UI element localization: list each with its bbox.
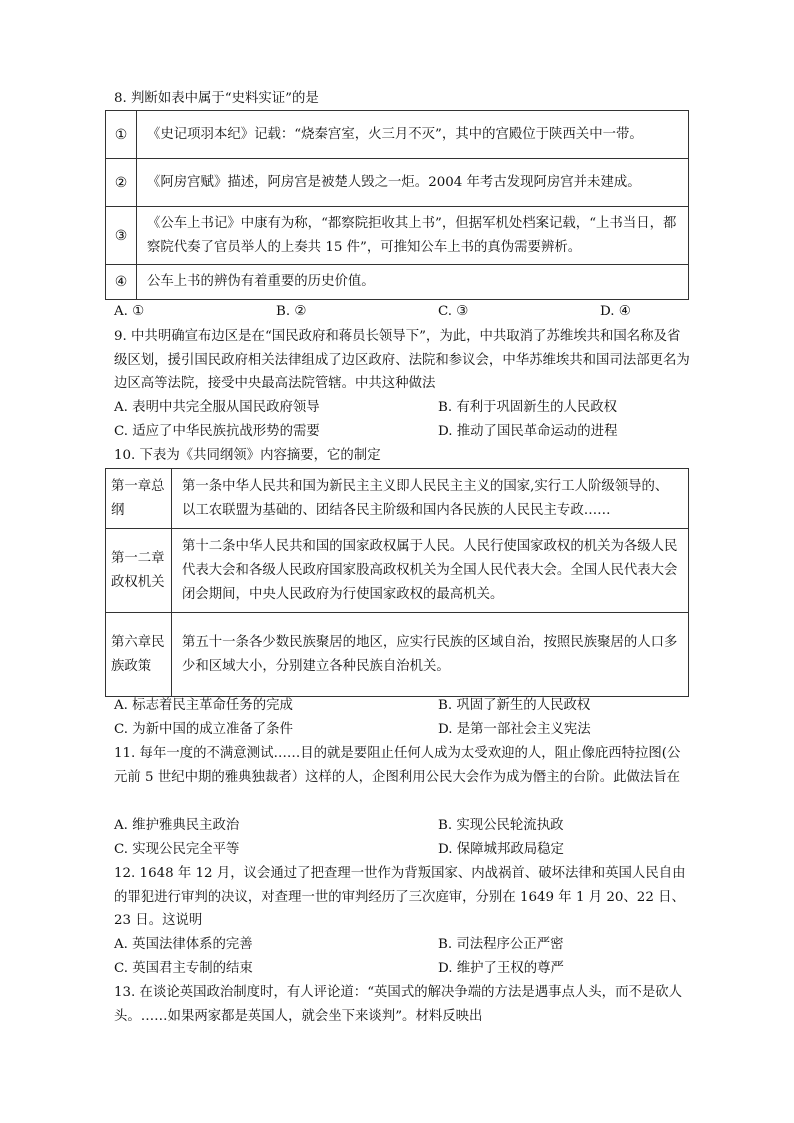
q11-option-c[interactable]: C. 实现公民完全平等 <box>114 842 240 857</box>
q10-options-row2 <box>114 719 692 741</box>
q10-row-label: 第一二章政权机关 <box>106 529 172 613</box>
q10-option-b[interactable]: B. 巩固了新生的人民政权 <box>438 698 591 713</box>
q10-row-text: 第一条中华人民共和国为新民主主义即人民民主主义的国家,实行工人阶级领导的、以工农联盟为基础的、团结各民主阶级和国内各民族的人民民主专政…… <box>172 469 689 529</box>
table-row <box>106 613 689 697</box>
q11-option-d[interactable]: D. 保障城邦政局稳定 <box>438 842 564 857</box>
q12-stem: 12. 1648 年 12 月，议会通过了把查理一世作为背叛国家、内战祸首、破坏法律和英国人民自由的罪犯进行审判的决议，对查理一世的审判经历了三次庭审，分别在 1649 年 1 月 20、22 日、23 日。这说明 <box>114 866 686 928</box>
q8-option-a[interactable]: A. ① <box>114 304 145 319</box>
q10-row-text: 第十二条中华人民共和国的国家政权属于人民。人民行使国家政权的机关为各级人民代表大会和各级人民政府国家股高政权机关为全国人民代表大会。全国人民代表大会闭会期间，中央人民政府为行使国家政权的最高机关。 <box>172 529 689 613</box>
q8-row-num: ③ <box>106 207 137 265</box>
q10-option-c[interactable]: C. 为新中国的成立准备了条件 <box>114 722 293 737</box>
q8-row-text: 《公车上书记》中康有为称，“都察院拒收其上书”，但据军机处档案记载，“上书当日，都察院代奏了官员举人的上奏共 15 件”，可推知公车上书的真伪需要辨析。 <box>137 207 689 265</box>
table-row <box>106 111 689 159</box>
table-row <box>106 469 689 529</box>
q11-option-a[interactable]: A. 维护雅典民主政治 <box>114 818 240 833</box>
q13-stem: 13. 在谈论英国政治制度时，有人评论道：“英国式的解决争端的方法是遇事点人头，而不是砍人头。……如果两家都是英国人，就会坐下来谈判”。材料反映出 <box>114 985 683 1024</box>
q9-option-c[interactable]: C. 适应了中华民族抗战形势的需要 <box>114 424 320 439</box>
q12-option-a[interactable]: A. 英国法律体系的完善 <box>114 937 253 952</box>
q10-option-d[interactable]: D. 是第一部社会主义宪法 <box>438 722 591 737</box>
q8-row-text: 《阿房宫赋》描述，阿房宫是被楚人毁之一炬。2004 年考古发现阿房宫并未建成。 <box>137 159 689 207</box>
q12-option-b[interactable]: B. 司法程序公正严密 <box>438 937 564 952</box>
table-row <box>106 265 689 300</box>
q11-option-b[interactable]: B. 实现公民轮流执政 <box>438 818 564 833</box>
q8-stem: 8. 判断如表中属于“史料实证”的是 <box>114 91 319 106</box>
q8-row-num: ① <box>106 111 137 159</box>
q11-options-row2 <box>114 839 692 861</box>
q10-row-text: 第五十一条各少数民族聚居的地区，应实行民族的区域自治，按照民族聚居的人口多少和区域大小，分别建立各种民族自治机关。 <box>172 613 689 697</box>
q12-options-row2 <box>114 958 692 980</box>
q8-table <box>105 110 689 300</box>
q9-option-b[interactable]: B. 有利于巩固新生的人民政权 <box>438 400 618 415</box>
q9-options-row1 <box>114 397 692 419</box>
q8-row-num: ② <box>106 159 137 207</box>
q11-stem: 11. 每年一度的不满意测试……目的就是要阻止任何人成为太受欢迎的人，阻止像庇西特拉图(公元前 5 世纪中期的雅典独裁者）这样的人，企图利用公民大会作为成为僭主的台阶。此做法旨在 <box>114 746 681 785</box>
q10-table <box>105 468 689 697</box>
q10-row-label: 第六章民族政策 <box>106 613 172 697</box>
table-row <box>106 529 689 613</box>
q11-options-row1 <box>114 815 692 837</box>
q8-option-d[interactable]: D. ④ <box>600 304 631 319</box>
q10-stem: 10. 下表为《共同纲领》内容摘要，它的制定 <box>114 448 381 463</box>
q9-options-row2 <box>114 421 692 443</box>
q9-option-d[interactable]: D. 推动了国民革命运动的进程 <box>438 424 618 439</box>
q8-option-c[interactable]: C. ③ <box>438 304 469 319</box>
q12-option-d[interactable]: D. 维护了王权的尊严 <box>438 961 564 976</box>
q12-option-c[interactable]: C. 英国君主专制的结束 <box>114 961 253 976</box>
table-row <box>106 207 689 265</box>
q10-option-a[interactable]: A. 标志着民主革命任务的完成 <box>114 698 293 713</box>
q8-option-b[interactable]: B. ② <box>276 304 307 319</box>
table-row <box>106 159 689 207</box>
q8-row-text: 《史记项羽本纪》记载：“烧秦宫室，火三月不灭”，其中的宫殿位于陕西关中一带。 <box>137 111 689 159</box>
q8-row-text: 公车上书的辨伪有着重要的历史价值。 <box>137 265 689 300</box>
q10-options-row1 <box>114 695 692 717</box>
q8-row-num: ④ <box>106 265 137 300</box>
q9-stem: 9. 中共明确宣布边区是在“国民政府和蒋员长领导下”，为此，中共取消了苏维埃共和国名称及省级区划，援引国民政府相关法律组成了边区政府、法院和参议会，中华苏维埃共和国司法部更名为边区高等法院，接受中央最高法院管辖。中共这种做法 <box>114 329 690 391</box>
q10-row-label: 第一章总纲 <box>106 469 172 529</box>
q12-options-row1 <box>114 934 692 956</box>
q8-options <box>114 301 692 323</box>
q9-option-a[interactable]: A. 表明中共完全服从国民政府领导 <box>114 400 320 415</box>
